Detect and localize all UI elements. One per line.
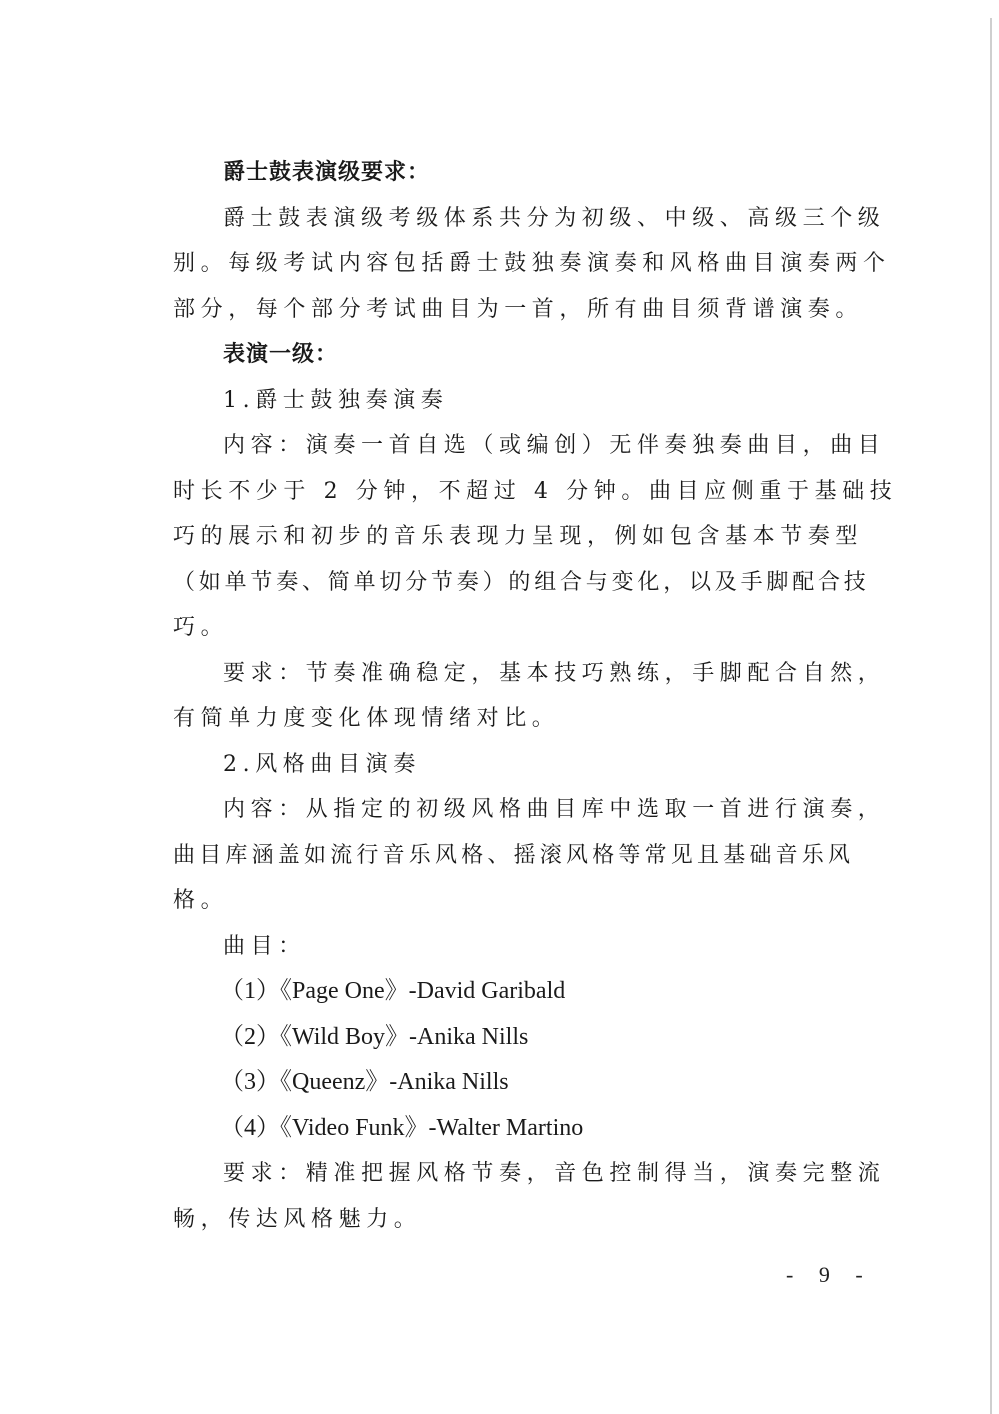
paragraph-line: 部分，每个部分考试曲目为一首，所有曲目须背谱演奏。 (173, 296, 864, 322)
page-number: - 9 - (786, 1262, 873, 1287)
paragraph-line: 巧的展示和初步的音乐表现力呈现，例如包含基本节奏型 (173, 524, 864, 549)
section1-requirement (173, 651, 886, 742)
document-body (173, 150, 898, 1242)
paragraph-line: （如单节奏、简单切分节奏）的组合与变化，以及手脚配合技 (173, 569, 870, 595)
paragraph-line: 别。每级考试内容包括爵士鼓独奏演奏和风格曲目演奏两个 (173, 251, 891, 276)
songs-label: 曲目： (223, 933, 306, 959)
song-item: （3）《Queenz》-Anika Nills (220, 1069, 509, 1095)
section1-title: 1.爵士鼓独奏演奏 (223, 387, 449, 413)
section2-requirement (173, 1151, 886, 1242)
section2-title: 2.风格曲目演奏 (223, 751, 421, 777)
paragraph-line: 内容：演奏一首自选（或编创）无伴奏独奏曲目，曲目 (223, 433, 886, 458)
intro-paragraph (173, 196, 891, 333)
section1-content (173, 423, 898, 651)
paragraph-line: 曲目库涵盖如流行音乐风格、摇滚风格等常见且基础音乐风 (173, 842, 855, 868)
page-edge-line (990, 18, 992, 1414)
paragraph-line: 巧。 (173, 615, 229, 640)
paragraph-line: 要求：节奏准确稳定，基本技巧熟练，手脚配合自然， (223, 660, 886, 686)
song-item: （2）《Wild Boy》-Anika Nills (220, 1023, 529, 1050)
song-item: （4）《Video Funk》-Walter Martino (220, 1114, 584, 1141)
song-item: （1）《Page One》-David Garibald (220, 978, 566, 1004)
level-heading: 表演一级： (223, 341, 339, 367)
section-heading: 爵士鼓表演级要求： (223, 159, 431, 185)
paragraph-line: 畅，传达风格魅力。 (173, 1206, 422, 1232)
paragraph-line: 有简单力度变化体现情绪对比。 (173, 706, 560, 731)
paragraph-line: 内容：从指定的初级风格曲目库中选取一首进行演奏， (223, 797, 886, 822)
paragraph-line: 格。 (173, 888, 229, 913)
paragraph-line: 要求：精准把握风格节奏，音色控制得当，演奏完整流 (223, 1161, 886, 1186)
song-list (173, 969, 843, 1151)
paragraph-line: 爵士鼓表演级考级体系共分为初级、中级、高级三个级 (223, 205, 886, 231)
section2-content (173, 787, 886, 924)
paragraph-line: 时长不少于 2 分钟，不超过 4 分钟。曲目应侧重于基础技 (173, 478, 898, 504)
